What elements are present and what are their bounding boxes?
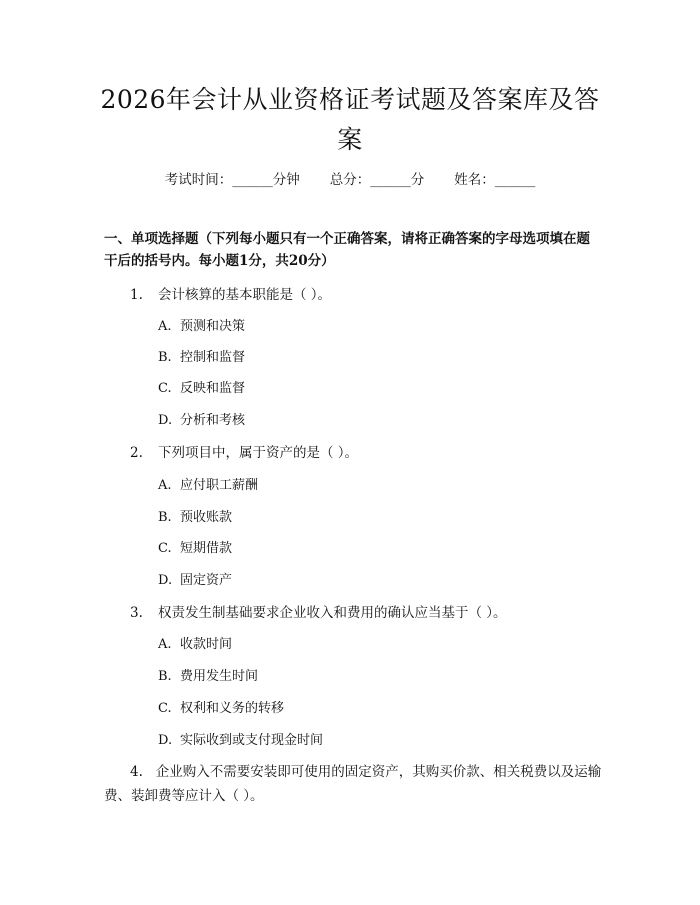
option-text: 反映和监督 xyxy=(180,381,246,396)
option-letter: D. xyxy=(158,573,173,588)
question-2-option-a xyxy=(158,474,258,493)
question-2 xyxy=(130,441,358,461)
option-letter: A. xyxy=(158,319,172,334)
question-number: 1. xyxy=(130,287,143,303)
question-1-option-d xyxy=(158,409,245,428)
total-score-field: 总分：______分 xyxy=(329,172,425,188)
option-letter: A. xyxy=(158,478,172,493)
question-2-option-c xyxy=(158,537,232,556)
option-text: 费用发生时间 xyxy=(180,669,259,684)
question-1-option-b xyxy=(158,346,245,365)
option-letter: C. xyxy=(158,381,172,396)
document-title: 2026年会计从业资格证考试题及答案库及答案 xyxy=(100,85,600,154)
question-1 xyxy=(130,283,331,303)
option-text: 预测和决策 xyxy=(180,319,246,334)
option-text: 预收账款 xyxy=(180,510,233,525)
question-3-option-b xyxy=(158,665,258,684)
exam-time-field: 考试时间：______分钟 xyxy=(164,172,300,188)
question-2-option-d xyxy=(158,569,232,588)
name-field: 姓名：______ xyxy=(454,172,536,188)
option-text: 收款时间 xyxy=(180,637,233,652)
question-number: 4. xyxy=(130,764,143,780)
question-text: 企业购入不需要安装即可使用的固定资产，其购买价款、相关税费以及运输费、装卸费等应计入（ ）。 xyxy=(104,764,602,804)
question-3-option-d xyxy=(158,729,323,748)
option-letter: C. xyxy=(158,701,172,716)
question-text: 会计核算的基本职能是（ ）。 xyxy=(158,287,332,303)
question-4 xyxy=(104,760,604,808)
option-text: 短期借款 xyxy=(180,541,233,556)
question-number: 2. xyxy=(130,445,143,461)
question-3 xyxy=(130,601,507,621)
option-letter: B. xyxy=(158,350,172,365)
option-letter: A. xyxy=(158,637,172,652)
option-text: 应付职工薪酬 xyxy=(180,478,259,493)
option-letter: B. xyxy=(158,510,172,525)
option-letter: D. xyxy=(158,413,173,428)
option-text: 权利和义务的转移 xyxy=(180,701,285,716)
question-2-option-b xyxy=(158,506,232,525)
question-1-option-c xyxy=(158,377,245,396)
question-text: 权责发生制基础要求企业收入和费用的确认应当基于（ ）。 xyxy=(158,605,507,621)
question-1-option-a xyxy=(158,315,245,334)
option-text: 分析和考核 xyxy=(180,413,246,428)
section-heading: 一、单项选择题（下列每小题只有一个正确答案，请将正确答案的字母选项填在题干后的括号内。每小题1分，共20分） xyxy=(104,231,590,269)
option-text: 控制和监督 xyxy=(180,350,246,365)
option-text: 固定资产 xyxy=(180,573,233,588)
option-letter: C. xyxy=(158,541,172,556)
question-3-option-a xyxy=(158,633,232,652)
question-number: 3. xyxy=(130,605,143,621)
option-letter: D. xyxy=(158,733,173,748)
question-3-option-c xyxy=(158,697,284,716)
question-text: 下列项目中，属于资产的是（ ）。 xyxy=(158,445,359,461)
option-text: 实际收到或支付现金时间 xyxy=(180,733,324,748)
exam-meta xyxy=(0,168,700,188)
option-letter: B. xyxy=(158,669,172,684)
